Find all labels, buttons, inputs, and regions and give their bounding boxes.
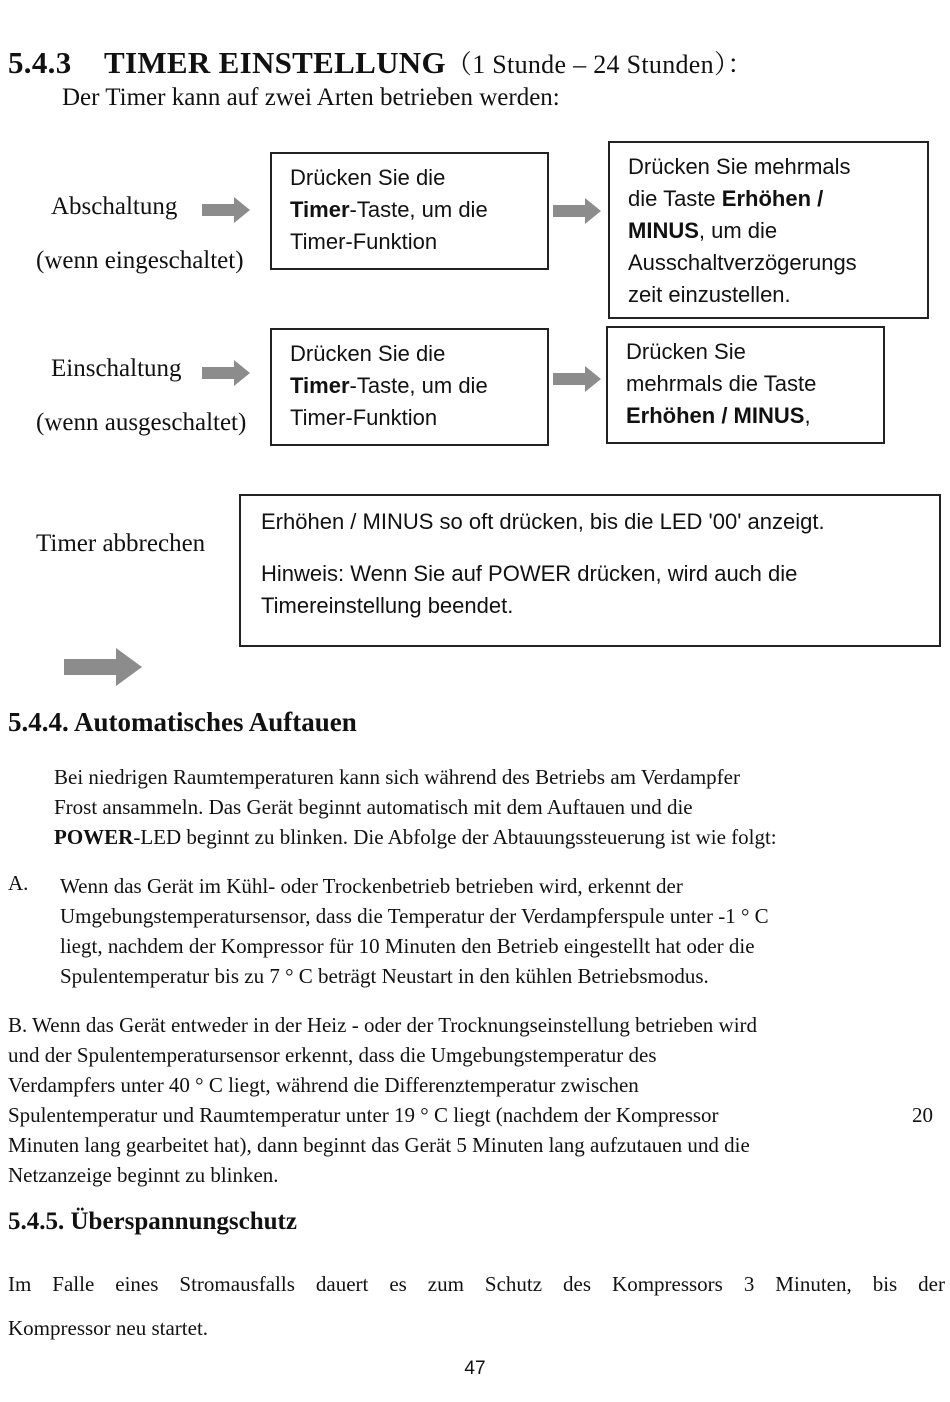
paragraph-text: -LED beginnt zu blinken. Die Abfolge der Abtauungssteuerung ist wie folgt: xyxy=(133,825,777,849)
off-condition: (wenn eingeschaltet) xyxy=(36,247,244,274)
paragraph-line: Umgebungstemperatursensor, dass die Temperatur der Verdampferspule unter -1 ° C xyxy=(60,904,769,928)
box-line: Timer-Funktion xyxy=(290,229,438,254)
section-heading-5-4-3 xyxy=(8,44,754,81)
item-a-text xyxy=(60,871,769,991)
paragraph-line: liegt, nachdem der Kompressor für 10 Minuten den Betrieb eingestellt hat oder die xyxy=(60,934,755,958)
box-text: -Taste, um die xyxy=(349,197,488,222)
paragraph-line: und der Spulentemperatursensor erkennt, dass die Umgebungstemperatur des xyxy=(8,1043,657,1067)
box-line: Drücken Sie xyxy=(626,339,746,364)
page-number: 47 xyxy=(464,1358,486,1379)
paragraph-line: Wenn das Gerät im Kühl- oder Trockenbetrieb betrieben wird, erkennt der xyxy=(60,874,683,898)
paragraph-line: Netzanzeige beginnt zu blinken. xyxy=(8,1163,279,1187)
section-title: TIMER EINSTELLUNG xyxy=(104,45,446,80)
box-line: Drücken Sie die xyxy=(290,165,446,190)
paragraph-line xyxy=(8,1100,933,1130)
box-text: die Taste xyxy=(628,186,722,211)
box-line: Drücken Sie mehrmals xyxy=(628,154,851,179)
item-a-marker: A. xyxy=(8,871,29,895)
box-line: Hinweis: Wenn Sie auf POWER drücken, wird auch die xyxy=(261,561,798,586)
section-heading-5-4-5: 5.4.5. Überspannungschutz xyxy=(8,1208,297,1235)
off-label: Abschaltung xyxy=(51,193,178,220)
box-bold-text: Timer xyxy=(290,197,350,222)
paragraph-line: Minuten lang gearbeitet hat), dann beginnt das Gerät 5 Minuten lang aufzutauen und die xyxy=(8,1133,750,1157)
box-line xyxy=(290,370,529,402)
on-step2-box xyxy=(606,326,885,444)
section-intro: Der Timer kann auf zwei Arten betrieben werden: xyxy=(62,84,560,111)
off-step2-box xyxy=(608,141,929,319)
box-line xyxy=(628,215,909,247)
arrow-right-icon xyxy=(553,198,601,224)
arrow-right-icon xyxy=(64,648,142,686)
box-line xyxy=(626,400,865,432)
defrost-intro xyxy=(54,762,777,852)
box-bold-text: Erhöhen / MINUS xyxy=(626,403,805,428)
paragraph-line: Verdampfers unter 40 ° C liegt, während die Differenztemperatur zwischen xyxy=(8,1073,639,1097)
box-text: -Taste, um die xyxy=(349,373,488,398)
surge-text xyxy=(8,1262,945,1350)
box-line: mehrmals die Taste xyxy=(626,371,817,396)
on-step1-box xyxy=(270,328,549,446)
box-line xyxy=(628,183,909,215)
paragraph-line: Bei niedrigen Raumtemperaturen kann sich während des Betriebs am Verdampfer xyxy=(54,765,740,789)
power-bold-text: POWER xyxy=(54,825,134,849)
cancel-box xyxy=(239,494,941,647)
section-range: （1 Stunde – 24 Stunden）： xyxy=(445,50,754,79)
box-line: Erhöhen / MINUS so oft drücken, bis die LED '00' anzeigt. xyxy=(261,509,825,534)
section-number: 5.4.3 xyxy=(8,45,72,80)
paragraph-text: Spulentemperatur und Raumtemperatur unter 19 ° C liegt (nachdem der Kompressor xyxy=(8,1103,719,1127)
box-line: Timereinstellung beendet. xyxy=(261,593,514,618)
box-bold-text: Timer xyxy=(290,373,350,398)
on-label: Einschaltung xyxy=(51,355,182,382)
paragraph-line: B. Wenn das Gerät entweder in der Heiz - oder der Trocknungseinstellung betrieben wird xyxy=(8,1013,758,1037)
on-condition: (wenn ausgeschaltet) xyxy=(36,409,247,436)
box-line: zeit einzustellen. xyxy=(628,282,791,307)
section-heading-5-4-4: 5.4.4. Automatisches Auftauen xyxy=(8,707,357,737)
paragraph-line: Kompressor neu startet. xyxy=(8,1316,209,1340)
box-bold-text: MINUS xyxy=(628,218,699,243)
box-line xyxy=(290,194,529,226)
box-line: Timer-Funktion xyxy=(290,405,438,430)
box-text: , xyxy=(804,403,811,428)
box-bold-text: Erhöhen / xyxy=(721,186,824,211)
paragraph-line: Spulentemperatur bis zu 7 ° C beträgt Neustart in den kühlen Betriebsmodus. xyxy=(60,964,709,988)
paragraph-line: Frost ansammeln. Das Gerät beginnt automatisch mit dem Auftauen und die xyxy=(54,795,693,819)
cancel-label: Timer abbrechen xyxy=(36,530,206,557)
paragraph-line xyxy=(54,822,777,852)
paragraph-line: Im Falle eines Stromausfalls dauert es zum Schutz des Kompressors 3 Minuten, bis der xyxy=(8,1272,945,1296)
arrow-right-icon xyxy=(202,360,250,386)
arrow-right-icon xyxy=(202,197,250,223)
box-text: , um die xyxy=(698,218,778,243)
box-line: Ausschaltverzögerungs xyxy=(628,250,857,275)
item-b-text xyxy=(8,1010,933,1190)
box-line: Drücken Sie die xyxy=(290,341,446,366)
off-step1-box xyxy=(270,152,549,270)
arrow-right-icon xyxy=(553,366,601,392)
paragraph-text: 20 xyxy=(912,1103,933,1127)
